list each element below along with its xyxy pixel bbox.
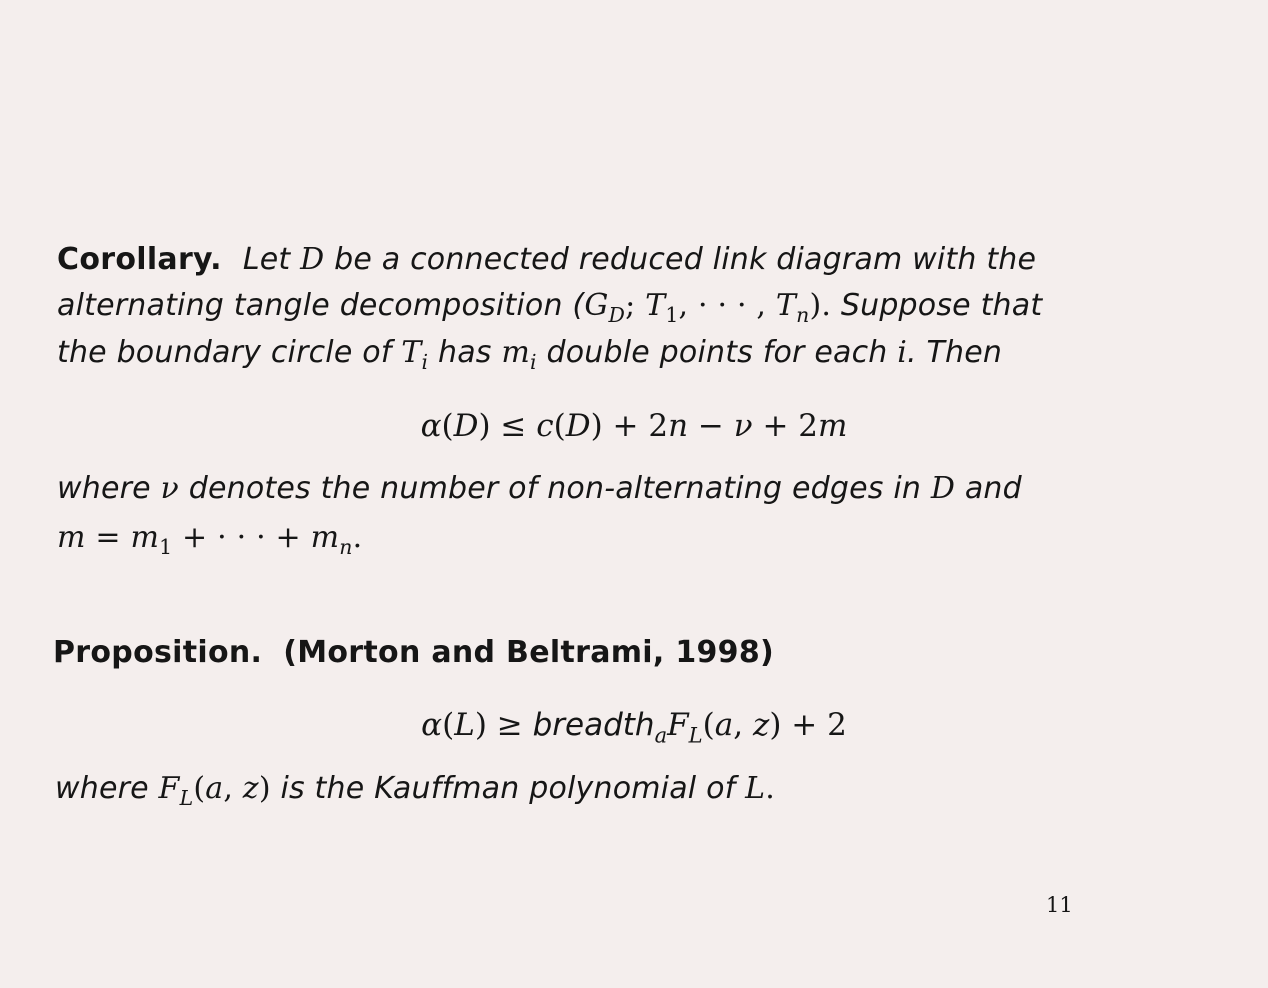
corollary-line-1: Corollary. Let D be a connected reduced link diagram with the [57,242,1037,277]
corollary-line-4: where ν denotes the number of non-alternating edges in D and [57,471,1022,506]
corollary-line-2: alternating tangle decomposition ($G_D$; $T_1$, · · · , $T_n$). Suppose that [57,288,1043,328]
proposition-formula: $\alpha(L) \ge breadth_aF_L(a$, z) + 2 [421,707,847,748]
proposition-heading-line [53,635,774,670]
corollary-line-5: $m = m_1$ + · · · + $m_n$. [57,520,363,560]
page-number: 11 [1046,893,1073,917]
proposition-line: where $F_L(a$, z) is the Kauffman polynomial of L. [55,771,776,811]
proposition-attribution: (Morton and Beltrami, 1998) [283,635,775,670]
corollary-heading: Corollary. [57,242,222,277]
proposition-heading: Proposition. [53,635,263,670]
corollary-line-3: the boundary circle of $T_i$ has $m_i$ double points for each i. Then [57,335,1003,375]
corollary-formula: α(D) ≤ c(D) + 2n − ν + 2m [420,408,848,444]
